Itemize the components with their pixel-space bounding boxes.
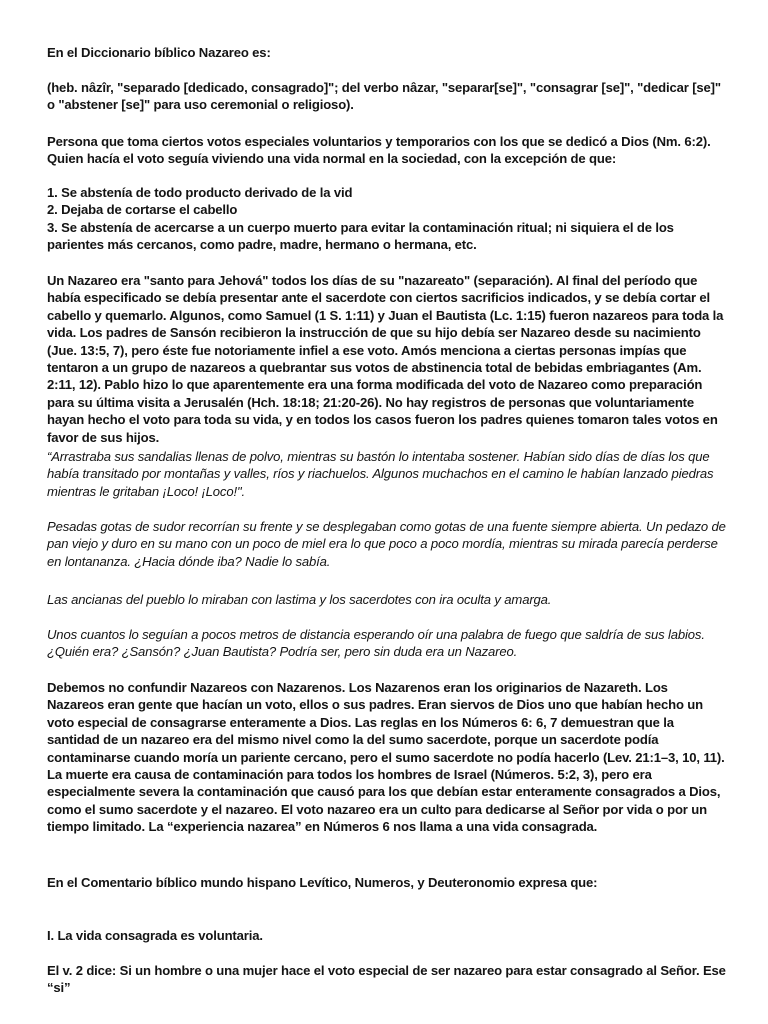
verse-paragraph: El v. 2 dice: Si un hombre o una mujer hace el voto especial de ser nazareo para estar consagrado al Señor. Ese “si” [47,963,726,996]
etymology-paragraph: (heb. nâzîr, "separado [dedicado, consagrado]"; del verbo nâzar, "separar[se]", "consagrar [se]", "dedicar [se]" o "abstener [se]" para uso ceremonial o religioso). [47,80,721,113]
list-item: 2. Dejaba de cortarse el cabello [47,202,238,218]
definition-paragraph: Persona que toma ciertos votos especiales voluntarios y temporarios con los que se dedicó a Dios (Nm. 6:2). Quien hacía el voto seguía viviendo una vida normal en la sociedad, con la excepción de que: [47,134,711,167]
vow-list [47,184,727,254]
document-heading: En el Diccionario bíblico Nazareo es: [47,45,271,60]
story-paragraph: Pesadas gotas de sudor recorrían su frente y se desplegaban como gotas de una fuente siempre abierta. Un pedazo de pan viejo y duro en su mano con un poco de miel era lo que poco a poco mordía, mientras su mirada parecía perderse en lontananza. ¿Hacia dónde iba? Nadie lo sabía. [47,519,726,569]
story-paragraph: Las ancianas del pueblo lo miraban con lastima y los sacerdotes con ira oculta y amarga. [47,592,552,607]
nazarite-paragraph: Un Nazareo era "santo para Jehová" todos los días de su "nazareato" (separación). Al final del período que había especificado se debía presentar ante el sacerdote con ciertos sacrificios indicados, y se debía cortar el cabello y quemarlo. Algunos, como Samuel (1 S. 1:11) y Juan el Bautista (Lc. 1:15) fueron nazareos para toda la vida. Los padres de Sansón recibieron la instrucción de que su hijo debía ser Nazareo desde su nacimiento (Jue. 13:5, 7), pero éste fue notoriamente infiel a ese voto. Amós menciona a ciertas personas impías que tentaron a un grupo de nazareos a quebrantar sus votos de abstinencia total de bebidas embriagantes (Am. 2:11, 12). Pablo hizo lo que aparentemente era una forma modificada del voto de Nazareo como preparación para su última visita a Jerusalén (Hch. 18:18; 21:20-26). No hay registros de personas que voluntariamente hayan hecho el voto para toda su vida, y en todos los casos fueron los padres quienes tomaron tales votos en favor de sus hijos. [47,273,724,445]
distinction-paragraph: Debemos no confundir Nazareos con Nazarenos. Los Nazarenos eran los originarios de Nazareth. Los Nazareos eran gente que hacían un voto, ellos o sus padres. Eran siervos de Dios uno que habían hecho un voto especial de consagrarse enteramente a Dios. Las reglas en los Números 6: 6, 7 demuestran que la santidad de un nazareo era del mismo nivel como la del sumo sacerdote, porque un sacerdote podía contaminarse cuando moría un pariente cercano, pero el sumo sacerdote no podía hacerlo (Lev. 21:1–3, 10, 11). La muerte era causa de contaminación para todos los hombres de Israel (Números. 5:2, 3), pero era especialmente severa la contaminación que causó para los que debían estar enteramente consagrados a Dios, como el sumo sacerdote y el nazareo. El voto nazareo era un culto para dedicarse al Señor por vida o por un tiempo limitado. La “experiencia nazarea” en Números 6 nos llama a una vida consagrada. [47,680,725,835]
list-item: 3. Se abstenía de acercarse a un cuerpo muerto para evitar la contaminación ritual; ni siquiera el de los parientes más cercanos, como padre, madre, hermano o hermana, etc. [47,219,674,253]
commentary-intro: En el Comentario bíblico mundo hispano Levítico, Numeros, y Deuteronomio expresa que: [47,875,598,890]
story-paragraph: “Arrastraba sus sandalias llenas de polvo, mientras su bastón lo intentaba sostener. Habían sido días de días los que había transitado por montañas y valles, ríos y riachuelos. Algunos muchachos en el camino le habían lanzado piedras mientras le gritaban ¡Loco! ¡Loco!". [47,449,714,499]
story-paragraph: Unos cuantos lo seguían a pocos metros de distancia esperando oír una palabra de fuego que saldría de sus labios. ¿Quién era? ¿Sansón? ¿Juan Bautista? Podría ser, pero sin duda era un Nazareo. [47,627,705,660]
list-item: 1. Se abstenía de todo producto derivado de la vid [47,185,353,200]
section-heading: I. La vida consagrada es voluntaria. [47,928,263,943]
